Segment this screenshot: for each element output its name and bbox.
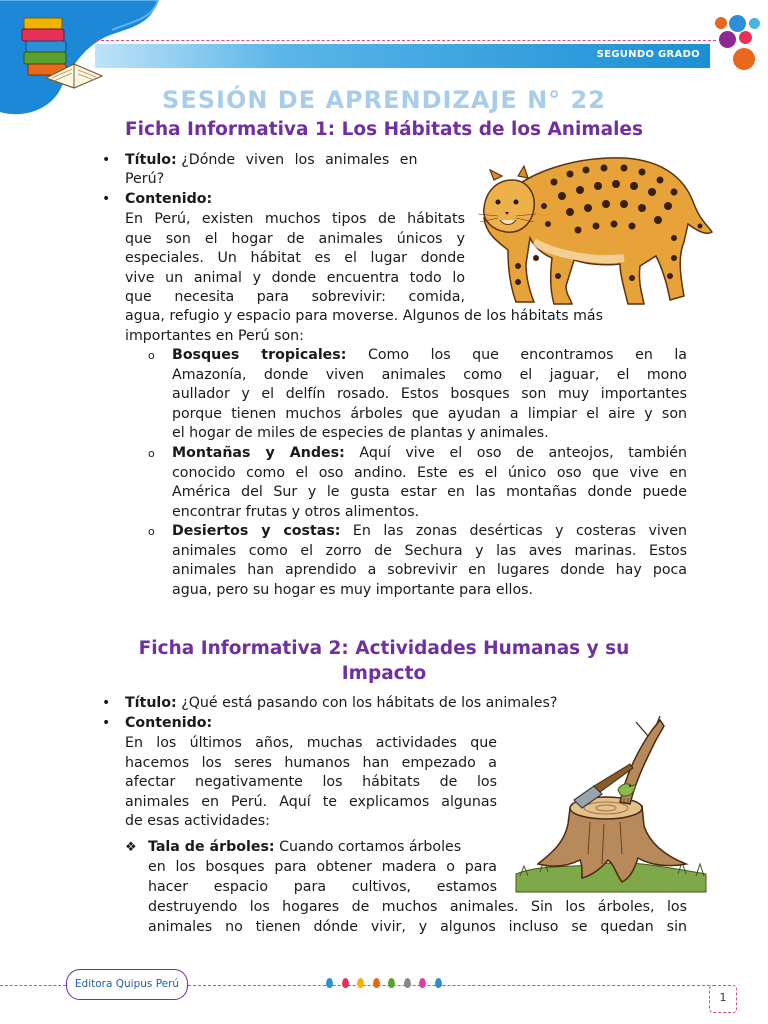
footer-drop-icon: [388, 978, 395, 988]
ficha-2-titulo-line: [125, 694, 557, 714]
footer-drop-icon: [357, 978, 364, 988]
habitat-line: conocido como el oso andino. Este es el único oso que vive en: [172, 464, 687, 481]
dot-pink: [739, 31, 752, 44]
ficha-2-intro-line: de esas actividades:: [125, 813, 270, 830]
bullet: •: [102, 695, 111, 711]
titulo-text: ¿Dónde viven los animales en: [181, 152, 418, 168]
habitat-line: animales como el zorro de Sechura y las aves marinas. Estos: [172, 542, 687, 559]
footer-drop-icon: [326, 978, 333, 988]
titulo-label: Título:: [125, 695, 177, 711]
tala-first-text: Cuando cortamos árboles: [279, 839, 462, 855]
habitat-first-text: Aquí vive el oso de anteojos, también: [359, 445, 688, 461]
habitat-first-text: Como los que encontramos en la: [367, 347, 687, 363]
habitat-item-first-line: [172, 522, 687, 542]
footer-drop-icon: [404, 978, 411, 988]
habitat-line: agua, pero su hogar es muy importante para ellos.: [172, 581, 534, 598]
habitat-line: América del Sur y le gusta estar en las montañas donde puede: [172, 484, 687, 501]
tala-tail-line: destruyendo los hogares de muchos animales. Sin los árboles, los: [148, 899, 687, 915]
ficha-2-intro-line: animales en Perú. Aquí te explicamos algunas: [125, 793, 497, 810]
habitat-item-first-line: [172, 346, 687, 366]
diamond-bullet-icon: ❖: [125, 840, 137, 855]
ficha-1-intro-line: En Perú, existen muchos tipos de hábitats: [125, 211, 465, 227]
sub-bullet-icon: o: [148, 349, 155, 362]
ficha-2-title-line-1: Ficha Informativa 2: Actividades Humanas y su: [138, 638, 630, 659]
bullet: •: [102, 715, 111, 731]
ficha-1-contenido-label: Contenido:: [125, 191, 213, 207]
habitat-line: aullador y el delfín rosado. Estos bosques son muy importantes: [172, 386, 687, 403]
ficha-1-intro-line: que necesita para sobrevivir: comida,: [125, 289, 465, 306]
sub-bullet-icon: o: [148, 525, 155, 538]
ficha-1-intro-line: especiales. Un hábitat es el lugar donde: [125, 250, 465, 267]
books-icon: [16, 12, 104, 94]
header-dashed-line: [96, 40, 716, 41]
ficha-2-contenido-label: Contenido:: [125, 715, 213, 731]
ficha-1-title: Ficha Informativa 1: Los Hábitats de los Animales: [125, 119, 643, 140]
habitat-item-first-line: [172, 444, 687, 464]
dot-purple: [719, 31, 736, 48]
publisher-badge: Editora Quipus Perú: [66, 969, 188, 1000]
tala-label: Tala de árboles:: [148, 839, 275, 855]
tala-tail-line: animales no tienen dónde vivir, y algunos incluso se quedan sin: [148, 918, 687, 935]
titulo-label: Título:: [125, 152, 177, 168]
tala-line: hacer espacio para cultivos, estamos: [148, 878, 497, 895]
tala-first-line: [148, 838, 497, 858]
footer-drop-icon: [342, 978, 349, 988]
dot-orange-large: [733, 48, 755, 70]
footer-drop-icon: [373, 978, 380, 988]
session-title: SESIÓN DE APRENDIZAJE N° 22: [162, 86, 606, 114]
habitat-first-text: En las zonas desérticas y costeras viven: [352, 523, 687, 539]
ficha-2-title-line-2: Impacto: [341, 663, 427, 684]
habitat-line: porque tienen muchos árboles que ayudan a limpiar el aire y son: [172, 405, 687, 422]
habitat-line: el hogar de miles de especies de plantas y animales.: [172, 425, 549, 442]
habitat-line: encontrar frutas y otros alimentos.: [172, 503, 420, 520]
bullet: •: [102, 152, 111, 168]
footer-dashed-line-right: [188, 985, 710, 986]
ficha-1-intro-line: vive un animal y donde encuentra todo lo: [125, 269, 465, 286]
tree-stump-illustration: [510, 714, 710, 896]
ficha-1-intro-tail-1: agua, refugio y espacio para moverse. Algunos de los hábitats más: [125, 308, 604, 324]
footer-dashed-line-left: [0, 985, 66, 986]
ficha-2-intro-line: afectar negativamente los hábitats de los: [125, 774, 497, 791]
habitat-label: Bosques tropicales:: [172, 347, 347, 363]
dot-orange: [715, 17, 727, 29]
ficha-2-intro-line: hacemos los seres humanos han empezado a: [125, 754, 497, 771]
jaguar-illustration: [474, 146, 714, 306]
titulo-text: ¿Qué está pasando con los hábitats de los animales?: [181, 695, 558, 711]
dot-blue-large: [729, 15, 746, 32]
habitat-label: Montañas y Andes:: [172, 445, 345, 461]
page-number: 1: [709, 985, 737, 1013]
tala-line: en los bosques para obtener madera o para: [148, 859, 497, 875]
ficha-1-intro-tail-2: importantes en Perú son:: [125, 328, 304, 344]
footer-drop-icon: [435, 978, 442, 988]
ficha-1-intro-line: que son el hogar de animales únicos y: [125, 230, 465, 247]
habitat-line: Amazonía, donde viven animales como el jaguar, el mono: [172, 366, 687, 383]
ficha-2-intro-line: En los últimos años, muchas actividades que: [125, 735, 497, 751]
habitat-label: Desiertos y costas:: [172, 523, 341, 539]
ficha-1-titulo-line: [125, 151, 465, 171]
habitat-line: animales han aprendido a sobrevivir en lugares donde hay poca: [172, 562, 687, 579]
dot-cyan: [749, 18, 760, 29]
ficha-1-titulo-line-2: Perú?: [125, 171, 165, 187]
sub-bullet-icon: o: [148, 447, 155, 460]
bullet: •: [102, 191, 111, 207]
grade-label: SEGUNDO GRADO: [596, 49, 700, 60]
footer-drop-icon: [419, 978, 426, 988]
